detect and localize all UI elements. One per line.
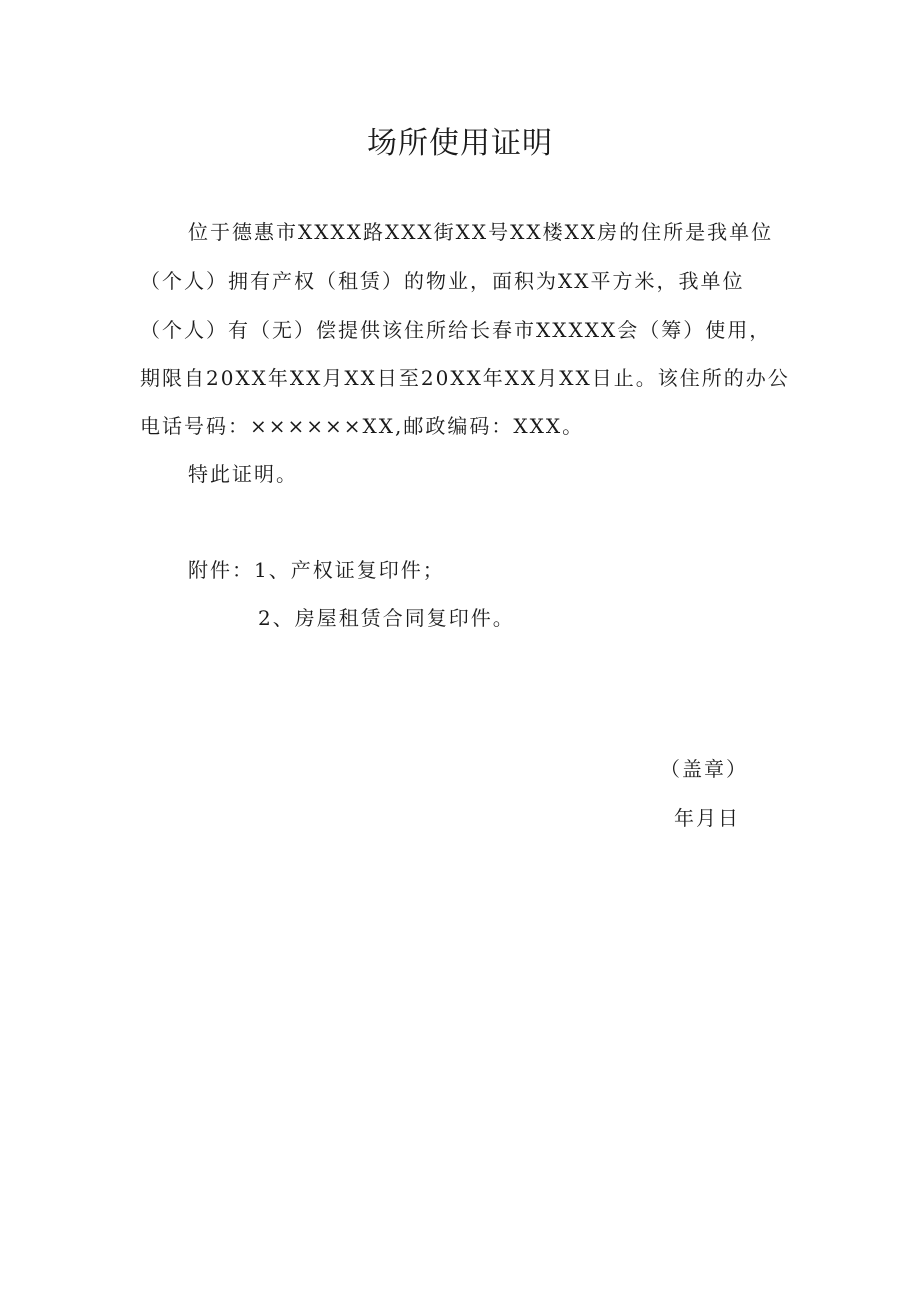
- document-title: 场所使用证明: [367, 126, 553, 161]
- body-line-3: （个人）有（无）偿提供该住所给长春市XXXXX会（筹）使用，: [140, 318, 772, 342]
- seal-label: （盖章）: [660, 757, 748, 781]
- attachment-item-2: 2、房屋租赁合同复印件。: [258, 606, 515, 630]
- body-line-4: 期限自20XX年XX月XX日至20XX年XX月XX日止。该住所的办公: [140, 366, 790, 390]
- date-label: 年月日: [674, 806, 740, 830]
- body-line-2: （个人）拥有产权（租赁）的物业，面积为XX平方米，我单位: [140, 269, 745, 293]
- body-line-1: 位于德惠市XXXX路XXX街XX号XX楼XX房的住所是我单位: [188, 220, 774, 244]
- attachment-item-1: 附件：1、产权证复印件；: [188, 558, 445, 582]
- body-line-5: 电话号码：××××××XX,邮政编码：XXX。: [140, 414, 585, 438]
- closing-statement: 特此证明。: [188, 462, 298, 486]
